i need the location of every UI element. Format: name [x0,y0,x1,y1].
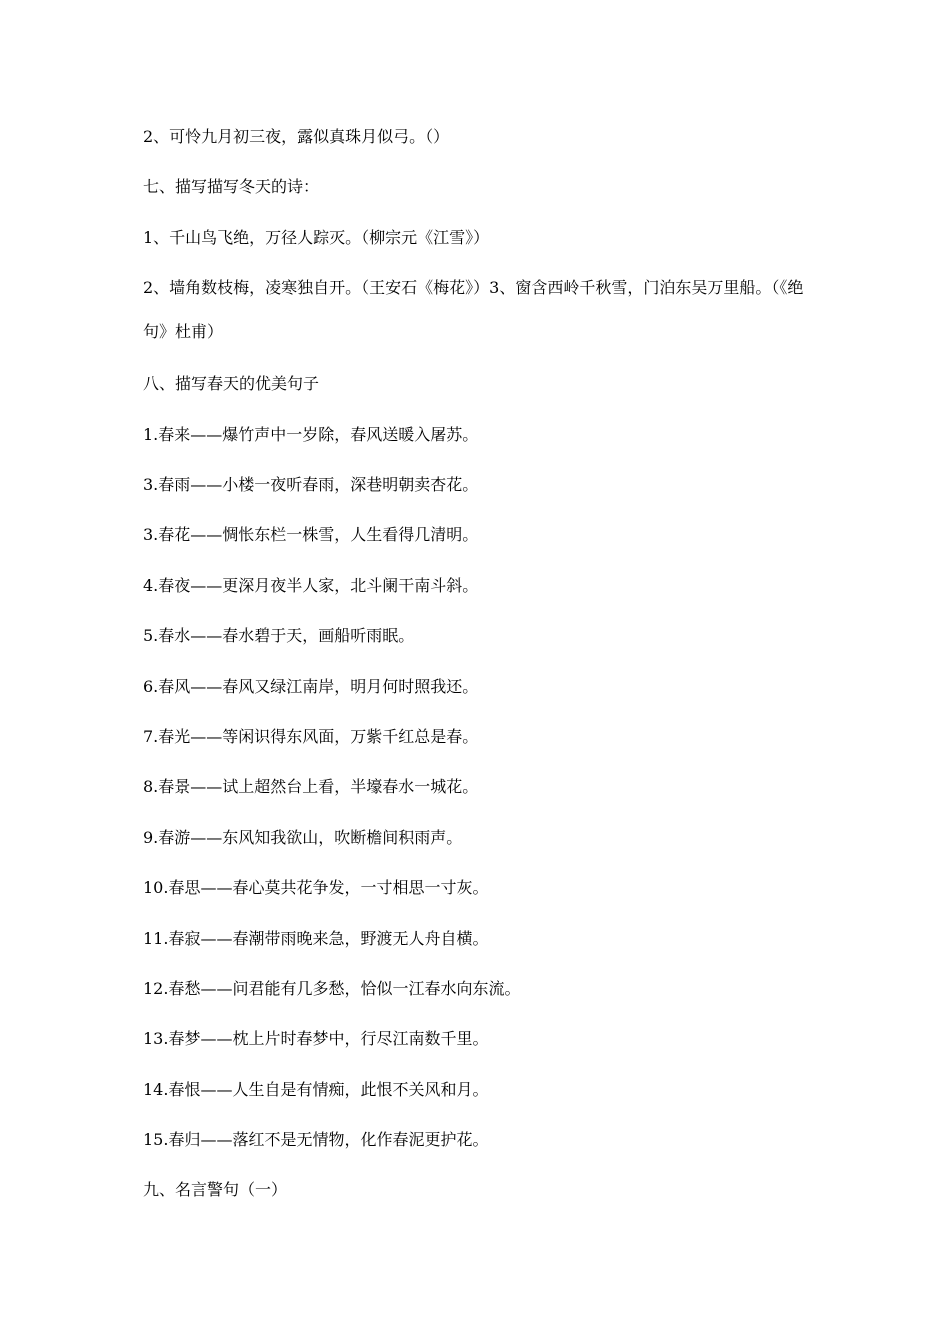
spring-line: 10.春思——春心莫共花争发，一寸相思一寸灰。 [143,878,489,897]
spring-line: 8.春景——试上超然台上看，半壕春水一城花。 [143,777,479,796]
spring-line: 9.春游——东风知我欲山，吹断檐间积雨声。 [143,828,463,847]
spring-line: 14.春恨——人生自是有情痴，此恨不关风和月。 [143,1080,489,1099]
spring-line: 4.春夜——更深月夜半人家，北斗阑干南斗斜。 [143,576,479,595]
section-heading-quotes: 九、名言警句（一） [143,1180,288,1199]
spring-line: 11.春寂——春潮带雨晚来急，野渡无人舟自横。 [143,929,489,948]
section-heading-winter-poems: 七、描写描写冬天的诗： [143,177,320,196]
spring-line: 12.春愁——问君能有几多愁，恰似一江春水向东流。 [143,979,521,998]
spring-line: 13.春梦——枕上片时春梦中，行尽江南数千里。 [143,1029,489,1048]
spring-line: 3.春花——惆怅东栏一株雪，人生看得几清明。 [143,525,479,544]
spring-line: 7.春光——等闲识得东风面，万紫千红总是春。 [143,727,479,746]
spring-line: 15.春归——落红不是无情物，化作春泥更护花。 [143,1130,489,1149]
section-heading-spring-sentences: 八、描写春天的优美句子 [143,374,320,393]
poem-line-autumn-2: 2、可怜九月初三夜，露似真珠月似弓。（） [143,127,450,146]
poem-line-winter-1: 1、千山鸟飞绝，万径人踪灭。（柳宗元《江雪》） [143,228,490,247]
spring-line: 3.春雨——小楼一夜听春雨，深巷明朝卖杏花。 [143,475,479,494]
spring-line: 1.春来——爆竹声中一岁除，春风送暖入屠苏。 [143,425,479,444]
spring-line: 6.春风——春风又绿江南岸，明月何时照我还。 [143,677,479,696]
spring-line: 5.春水——春水碧于天，画船听雨眠。 [143,626,415,645]
poem-line-winter-2-3: 2、墙角数枝梅，凌寒独自开。（王安石《梅花》）3、窗含西岭千秋雪，门泊东吴万里船。（《绝句》杜甫） [143,278,804,341]
